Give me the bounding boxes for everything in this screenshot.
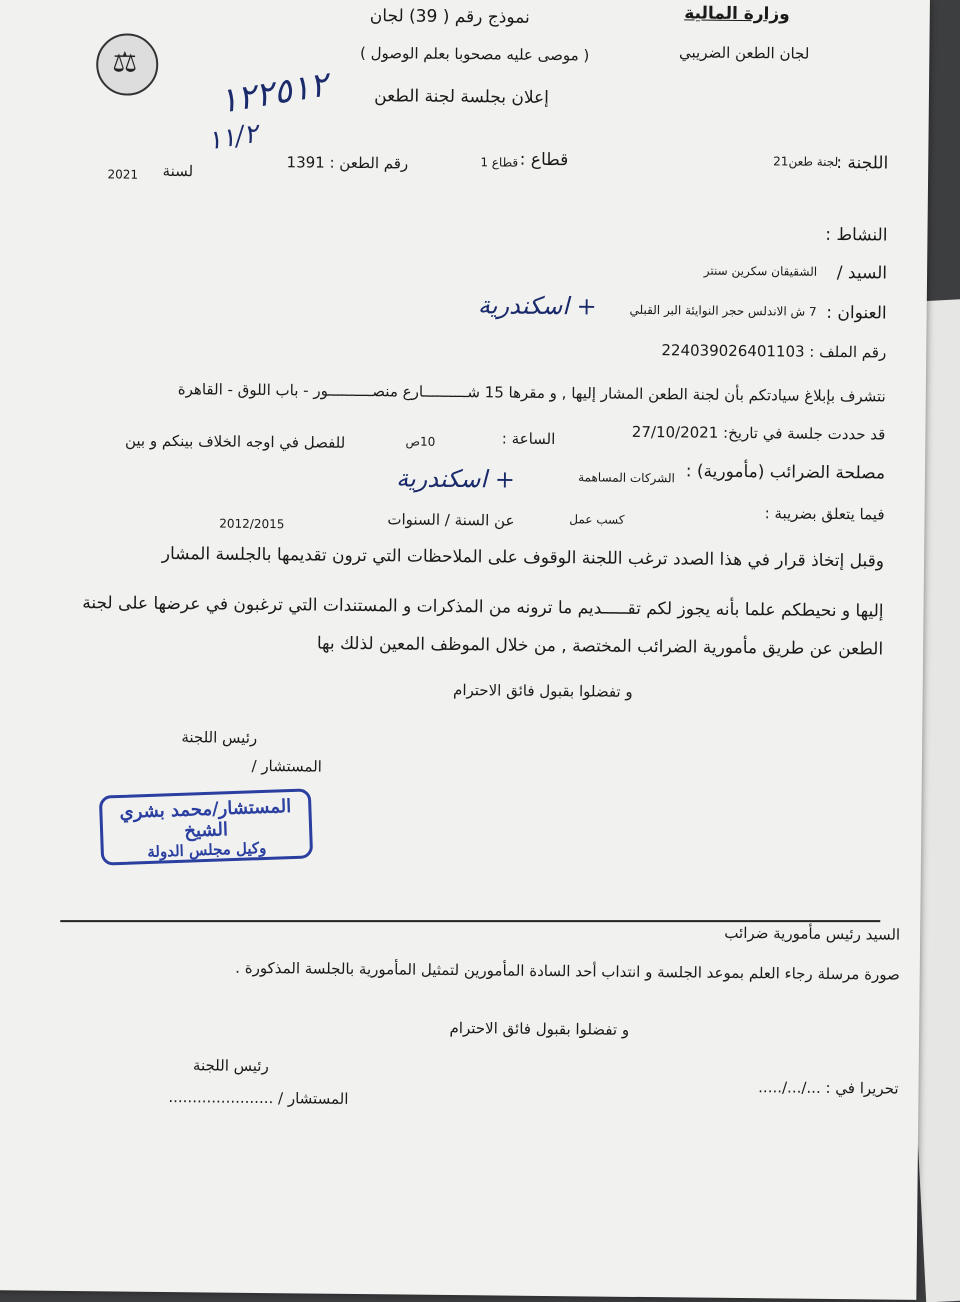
handwritten-number: ١٢٢٥١٢ — [216, 64, 332, 122]
years-value: 2012/2015 — [219, 516, 285, 532]
tax-value: كسب عمل — [569, 512, 625, 527]
committee-value: لجنة طعن21 — [773, 154, 839, 169]
tax-label: فيما يتعلق بضريبة : — [764, 504, 885, 524]
official-stamp — [99, 788, 313, 865]
footer-regards: و تفضلوا بقبول فائق الاحترام — [449, 1018, 630, 1039]
authority-label: مصلحة الضرائب (مأمورية) : — [685, 461, 886, 484]
footer-counsel: المستشار / ...................... — [168, 1088, 349, 1108]
session-date: قد حددت جلسة في تاريخ: 27/10/2021 — [631, 422, 886, 444]
form-number: نموذج رقم ( 39) لجان — [369, 6, 530, 28]
paragraph-line-1: وقبل إتخاذ قرار في هذا الصدد ترغب اللجنة الوقوف على الملاحظات التي ترون تقديمها بالجلسة المشار — [161, 543, 885, 572]
sector-value: قطاع 1 — [480, 155, 519, 170]
time-label: الساعة : — [501, 429, 556, 449]
footer-to: السيد رئيس مأمورية ضرائب — [724, 923, 901, 944]
authority-value: الشركات المساهمة — [578, 470, 675, 486]
appeal-number: رقم الطعن : 1391 — [286, 153, 409, 173]
notice-title: إعلان بجلسة لجنة الطعن — [374, 86, 550, 108]
regards-text: و تفضلوا بقبول فائق الاحترام — [453, 680, 633, 701]
years-label: عن السنة / السنوات — [387, 510, 515, 530]
time-value: 10ص — [405, 434, 436, 449]
authority-handwritten: + اسكندرية — [396, 464, 516, 494]
stamp-title: وكيل مجلس الدولة — [147, 838, 267, 862]
registered-mail-note: ( موصى عليه مصحوبا بعلم الوصول ) — [359, 43, 590, 65]
committee-label: اللجنة : — [836, 152, 889, 174]
address-value: 7 ش الاندلس حجر النوايئة البر القبلي — [629, 302, 817, 319]
footer-written-date: تحريرا في : .../.../..... — [758, 1078, 899, 1098]
address-label: العنوان : — [826, 302, 887, 324]
paragraph-line-2: إليها و نحيطكم علما بأنه يجوز لكم تقـــــديم ما ترونه من المذكرات و المستندات التي ترغبون في عرضها على لجنة — [82, 593, 884, 622]
counsel-label: المستشار / — [251, 756, 322, 776]
footer-chair: رئيس اللجنة — [192, 1056, 269, 1076]
file-number: رقم الملف : 224039026401103 — [661, 341, 887, 362]
decide-text: للفصل في اوجه الخلاف بينكم و بين — [124, 431, 346, 452]
ministry-name: وزارة المالية — [684, 3, 790, 25]
mr-label: السيد / — [836, 262, 888, 284]
year-label: لسنة — [162, 161, 194, 181]
committees-name: لجان الطعن الضريبي — [678, 43, 810, 63]
footer-copy-note: صورة مرسلة رجاء العلم بموعد الجلسة و انتداب أحد السادة المأمورين لتمثيل المأمورية بالجلسة المذكورة . — [235, 958, 900, 984]
sector-label: قطاع : — [519, 149, 569, 171]
chair-label: رئيس اللجنة — [181, 728, 258, 747]
stamp-name: المستشار/محمد بشري الشيخ — [119, 796, 292, 842]
handwritten-date: ١١/٢ — [205, 118, 261, 157]
divider-line — [60, 920, 880, 922]
address-handwritten: + اسكندرية — [477, 291, 597, 321]
mr-value: الشقيقان سكرين سنتر — [703, 263, 818, 279]
body-line-1: نتشرف بإبلاغ سيادتكم بأن لجنة الطعن المشار إليها , و مقرها 15 شــــــــــارع منصــــــــــور - باب اللوق - القاهرة — [177, 380, 886, 406]
year-value: 2021 — [107, 167, 139, 182]
paragraph-line-3: الطعن عن طريق مأمورية الضرائب المختصة , من خلال الموظف المعين لذلك بها — [316, 633, 884, 660]
ministry-seal — [96, 33, 159, 96]
activity-label: النشاط : — [825, 224, 888, 246]
